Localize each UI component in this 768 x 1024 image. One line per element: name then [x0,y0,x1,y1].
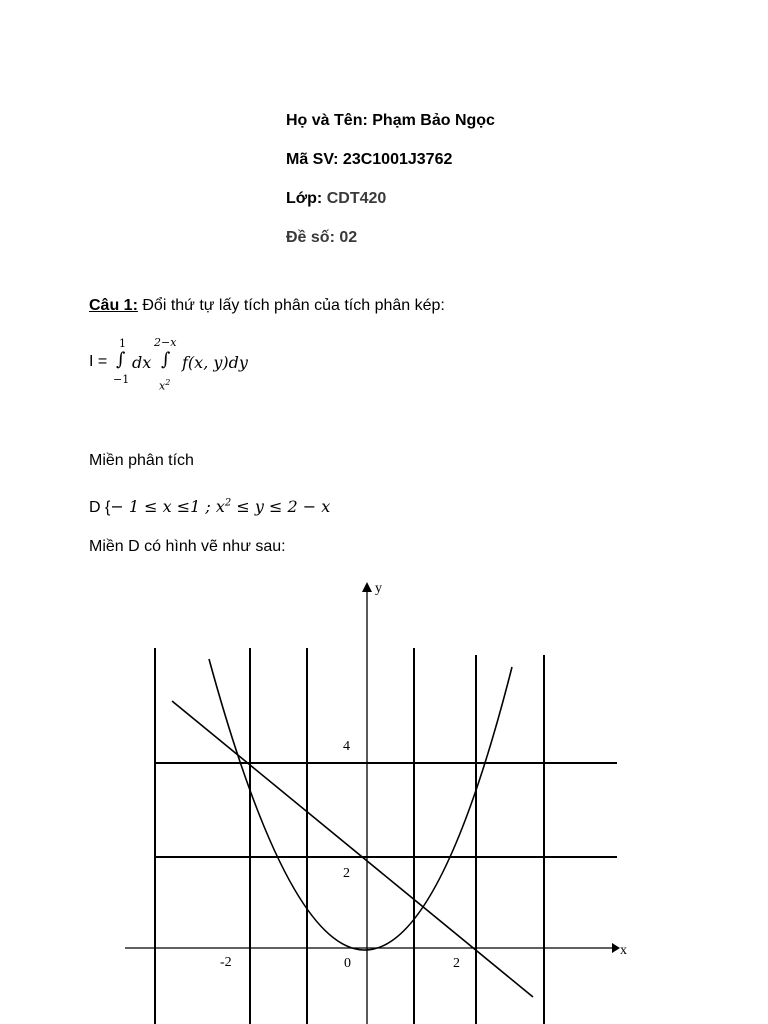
integrand: f(x, y)dy [182,353,248,372]
outer-lower-limit: −1 [113,373,130,386]
line-y-eq-2-minus-x [172,701,533,997]
axes [125,590,612,1024]
integral-lhs: I = [89,353,108,370]
region-exponent: 2 [224,497,232,509]
inner-lower-limit: $x^2$ [159,378,171,393]
y-tick-4: 4 [343,739,350,754]
name-label: Họ và Tên: [286,112,368,129]
y-axis-arrow [362,582,372,592]
x-axis-arrow [612,943,620,953]
region-part1: − 1 ≤ x ≤1 ; x [110,497,225,516]
question-1-text: Đổi thứ tự lấy tích phân của tích phân kép: [142,297,445,314]
class-value: CDT420 [326,190,387,207]
y-axis-label: y [375,581,382,596]
x-axis-label: x [620,943,627,958]
inner-integral-sign: ∫ [161,349,171,370]
x-tick-neg2: -2 [220,955,232,970]
region-heading: Miền phân tích [89,452,194,469]
id-label: Mã SV: [286,151,339,168]
question-1-label: Câu 1: [89,297,138,314]
x-tick-2: 2 [453,956,460,971]
region-graph [0,570,768,1024]
origin-label: 0 [344,956,351,971]
outer-differential: dx [132,353,152,372]
student-id-line [286,151,452,169]
exam-label: Đề số: [286,229,335,246]
y-tick-2: 2 [343,866,350,881]
inner-upper-limit: 2−x [154,336,177,349]
figure-caption: Miền D có hình vẽ như sau: [89,538,286,555]
exam-value: 02 [339,229,358,246]
name-value: Phạm Bảo Ngọc [372,112,495,129]
outer-upper-limit: 1 [119,337,126,350]
exam-line [286,229,357,247]
question-1-prompt [89,297,445,315]
id-value: 23C1001J3762 [342,151,453,168]
region-definition [89,497,330,517]
parabola-curve [209,659,512,950]
region-part2: ≤ y ≤ 2 − x [231,497,331,516]
class-line [286,190,386,208]
student-name-line [286,112,495,130]
region-prefix: D { [89,499,111,516]
class-label: Lớp: [286,190,323,207]
outer-integral-sign: ∫ [116,349,126,370]
